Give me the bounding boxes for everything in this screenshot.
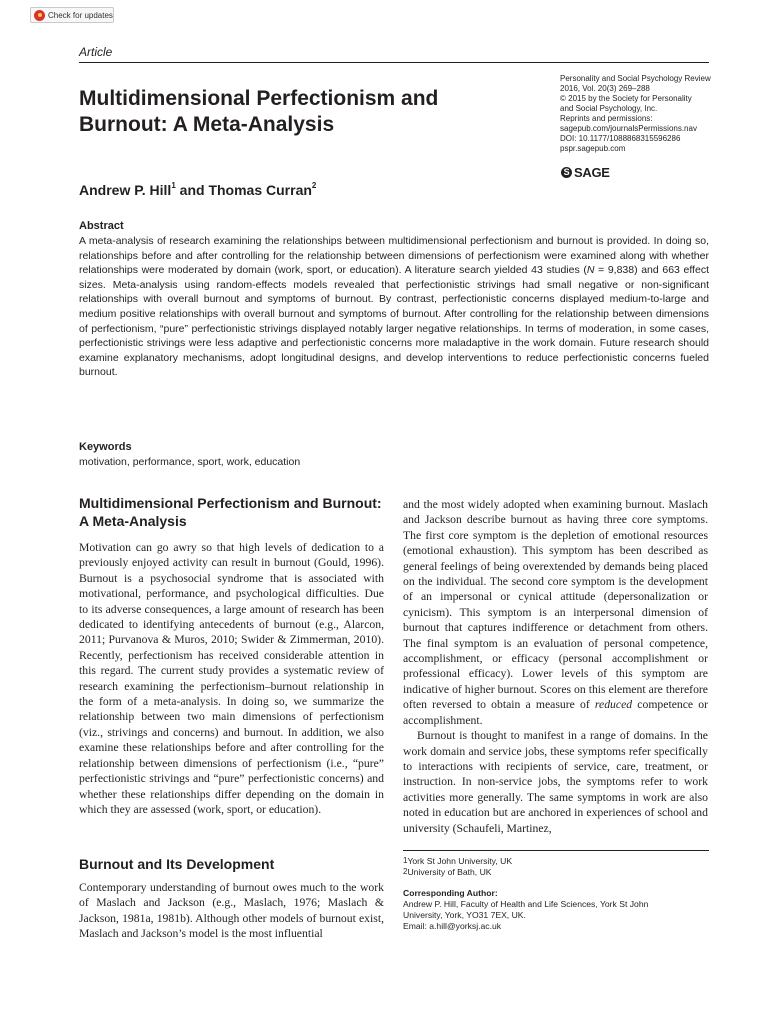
publisher-logo — [561, 165, 610, 180]
authors — [79, 182, 316, 198]
left-column-lower — [79, 880, 384, 942]
journal-info-line: and Social Psychology, Inc. — [560, 104, 658, 113]
header-rule — [79, 62, 709, 63]
affiliation: $^2$University of Bath, UK — [403, 867, 492, 877]
affiliation-marker: 2 — [311, 181, 317, 190]
paper-title: Multidimensional Perfectionism and Burnout: A Meta-Analysis — [79, 87, 439, 136]
journal-info-line: pspr.sagepub.com — [560, 144, 626, 153]
journal-info-line: DOI: 10.1177/1088868315596286 — [560, 134, 681, 143]
section-heading: Multidimensional Perfectionism and Burnout: A Meta-Analysis — [79, 495, 382, 529]
footnote-rule — [403, 850, 709, 851]
corresponding-heading: Corresponding Author: — [403, 888, 498, 898]
body-paragraph: and the most widely adopted when examining burnout. Maslach and Jackson describe burnout as having three core symptoms. The first core symptom is the depletion of emotional resources (emotional exhaustion). This symptom has been described as general feelings of being overextended by demands being placed on the individual. The second core symptom is the development of an impersonal or cynical attitude (depersonalization or cynicism). This symptom is an interpersonal dimension of burnout that captures indifference or detachment from others. The final symptom is an evaluation of personal competence, accomplishment, or efficacy (personal accomplishment or professional efficacy). Lower levels of this symptom are indicative of higher burnout. Scores on this element are therefore often reversed to obtain a measure of reduced competence or accomplishment. — [403, 498, 708, 727]
journal-info-line: Personality and Social Psychology Review — [560, 74, 711, 83]
corresponding-email[interactable]: Email: a.hill@yorksj.ac.uk — [403, 921, 502, 931]
author-separator: and — [175, 182, 209, 198]
author-name: Thomas Curran — [208, 182, 312, 198]
footnotes — [403, 856, 709, 932]
affiliation: $^1$York St John University, UK — [403, 856, 513, 866]
body-paragraph: Contemporary understanding of burnout owes much to the work of Maslach and Jackson (e.g., Maslach, 1976; Maslach & Jackson, 1981a, 1981b). Although other models of burnout exist, Maslach and Jackson’s model is the most influential — [79, 881, 384, 941]
journal-info-line: Reprints and permissions: — [560, 114, 653, 123]
corresponding-line: Andrew P. Hill, Faculty of Health and Life Sciences, York St John — [403, 899, 649, 909]
body-paragraph: Motivation can go awry so that high levels of dedication to a previously enjoyed activity can result in burnout (Gould, 1996). Burnout is a psychosocial syndrome that is associated with motivational, performance, and psychological difficulties. Due to its adverse consequences, a large amount of research has been dedicated to identifying antecedents of burnout (e.g., Alarcon, 2011; Purvanova & Muros, 2010; Swider & Zimmerman, 2010). Recently, perfectionism has received considerable attention in this regard. The current study provides a systematic review of research examining the perfectionism–burnout relationship in the form of a meta-analysis. In doing so, we summarize the relationship between two main dimensions of perfectionism (viz., strivings and concerns) and burnout. In addition, we also examine these relationships before and after controlling for the relationship between dimensions of perfectionism (i.e., “pure” perfectionistic strivings and “pure” perfectionistic concerns) and whether these relationships differ depending on the domain in which they are assessed (work, sport, or education). — [79, 541, 384, 816]
journal-info-line: sagepub.com/journalsPermissions.nav — [560, 124, 697, 133]
keywords-text: motivation, performance, sport, work, education — [79, 456, 301, 468]
badge-label: Check for updates — [48, 10, 113, 20]
publisher-name: SAGE — [574, 165, 610, 180]
section-heading: Burnout and Its Development — [79, 856, 275, 872]
right-column — [403, 497, 708, 836]
corresponding-line: University, York, YO31 7EX, UK. — [403, 910, 526, 920]
abstract-text: A meta-analysis of research examining the relationships between multidimensional perfectionism and burnout is provided. In doing so, relationships before and after controlling for the relationship between dimensions of perfectionism were examined along with whether relationships were moderated by domain (work, sport, or education). A literature search yielded 43 studies (N = 9,838) and 663 effect sizes. Meta-analysis using random-effects models revealed that perfectionistic strivings had small negative or non-significant relationships with overall burnout and symptoms of burnout. By contrast, perfectionistic concerns displayed medium-to-large and medium positive relationships with overall burnout and symptoms of burnout. After controlling for the relationship between dimensions of perfectionism, “pure” perfectionistic strivings displayed notably larger negative relationships. In terms of moderation, in some cases, perfectionistic strivings were less adaptive and perfectionistic concerns more maladaptive in the work domain. Future research should examine explanatory mechanisms, adopt longitudinal designs, and develop interventions to reduce perfectionistic concerns fueled burnout. — [79, 235, 709, 379]
left-column — [79, 494, 384, 817]
affiliation-marker: 1 — [171, 181, 176, 190]
keywords-heading: Keywords — [79, 441, 132, 453]
journal-info-line: 2016, Vol. 20(3) 269–288 — [560, 84, 650, 93]
author-name: Andrew P. Hill — [79, 182, 172, 198]
journal-info-line: © 2015 by the Society for Personality — [560, 94, 692, 103]
sage-logo-icon: S — [561, 167, 572, 178]
check-for-updates-badge[interactable] — [30, 7, 114, 23]
article-type: Article — [79, 45, 113, 59]
crossmark-icon — [34, 10, 45, 21]
journal-info — [560, 74, 720, 154]
body-paragraph: Burnout is thought to manifest in a range of domains. In the work domain and service jobs, these symptoms refer specifically to interactions with recipients of service, care, treatment, or instruction. In non-service jobs, the symptoms refer to work activities more generally. The same symptoms in work are also noted in education but are anchored in experiences of school and university (Schaufeli, Martinez, — [403, 729, 708, 835]
abstract-heading: Abstract — [79, 220, 124, 232]
